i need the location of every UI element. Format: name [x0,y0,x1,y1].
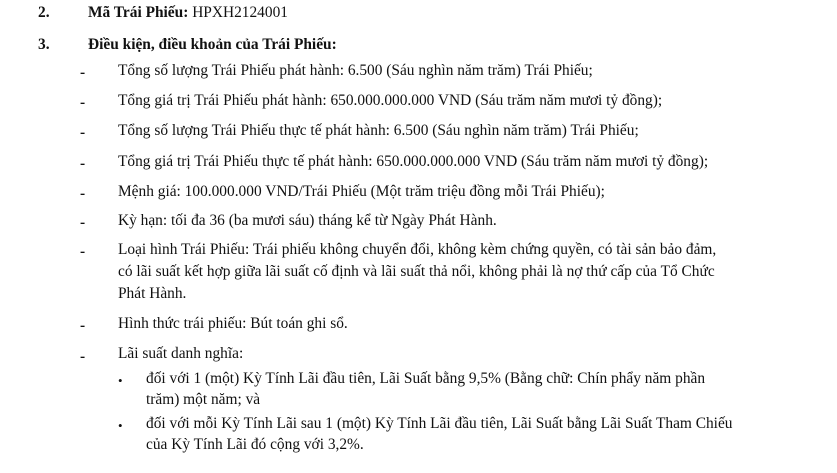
bond-code-label: Mã Trái Phiếu: [88,4,189,21]
list-item-par-value: Mệnh giá: 100.000.000 VND/Trái Phiếu (Một trăm triệu đồng mỗi Trái Phiếu); [118,183,605,200]
section-2-number: 2. [38,4,50,21]
list-item-nominal-interest: Lãi suất danh nghĩa: [118,345,244,362]
dash-marker: - [80,124,86,141]
sub-item-first-period-line-1: đối với 1 (một) Kỳ Tính Lãi đầu tiên, Lãi Suất bằng 9,5% (Bằng chữ: Chín phẩy năm phần [146,370,706,387]
list-item-total-issued-value: Tổng giá trị Trái Phiếu phát hành: 650.000.000.000 VND (Sáu trăm năm mươi tỷ đồng); [118,92,663,109]
dash-marker: - [80,155,86,172]
dash-marker: - [80,317,86,334]
sub-item-later-periods-line-1: đối với mỗi Kỳ Tính Lãi sau 1 (một) Kỳ Tính Lãi đầu tiên, Lãi Suất bằng Lãi Suất Tham Chiếu [146,415,733,432]
list-item-term: Kỳ hạn: tối đa 36 (ba mươi sáu) tháng kể từ Ngày Phát Hành. [118,212,497,229]
bullet-icon: • [118,418,123,433]
list-item-total-issued-quantity: Tổng số lượng Trái Phiếu phát hành: 6.500 (Sáu nghìn năm trăm) Trái Phiếu; [118,62,593,79]
dash-marker: - [80,94,86,111]
dash-marker: - [80,64,86,81]
dash-marker: - [80,348,86,365]
dash-marker: - [80,185,86,202]
bullet-icon: • [118,373,123,388]
section-3-title: Điều kiện, điều khoản của Trái Phiếu: [88,36,337,53]
dash-marker: - [80,214,86,231]
list-item-bond-type-line-3: Phát Hành. [118,285,187,302]
list-item-actual-issued-value: Tổng giá trị Trái Phiếu thực tế phát hành: 650.000.000.000 VND (Sáu trăm năm mươi tỷ đồng); [118,153,709,170]
bond-code-line [88,4,288,22]
dash-marker: - [80,243,86,260]
list-item-bond-form: Hình thức trái phiếu: Bút toán ghi sổ. [118,315,348,332]
sub-item-first-period-line-2: trăm) một năm; và [146,391,261,408]
bond-code-value: HPXH2124001 [192,4,288,21]
list-item-actual-issued-quantity: Tổng số lượng Trái Phiếu thực tế phát hành: 6.500 (Sáu nghìn năm trăm) Trái Phiếu; [118,122,639,139]
section-3-number: 3. [38,36,50,53]
list-item-bond-type-line-1: Loại hình Trái Phiếu: Trái phiếu không chuyển đổi, không kèm chứng quyền, có tài sản bảo đảm, [118,241,717,258]
list-item-bond-type-line-2: có lãi suất kết hợp giữa lãi suất cố định và lãi suất thả nổi, không phải là nợ thứ cấp của Tổ Chức [118,263,715,280]
sub-item-later-periods-line-2: của Kỳ Tính Lãi đó cộng với 3,2%. [146,436,364,453]
